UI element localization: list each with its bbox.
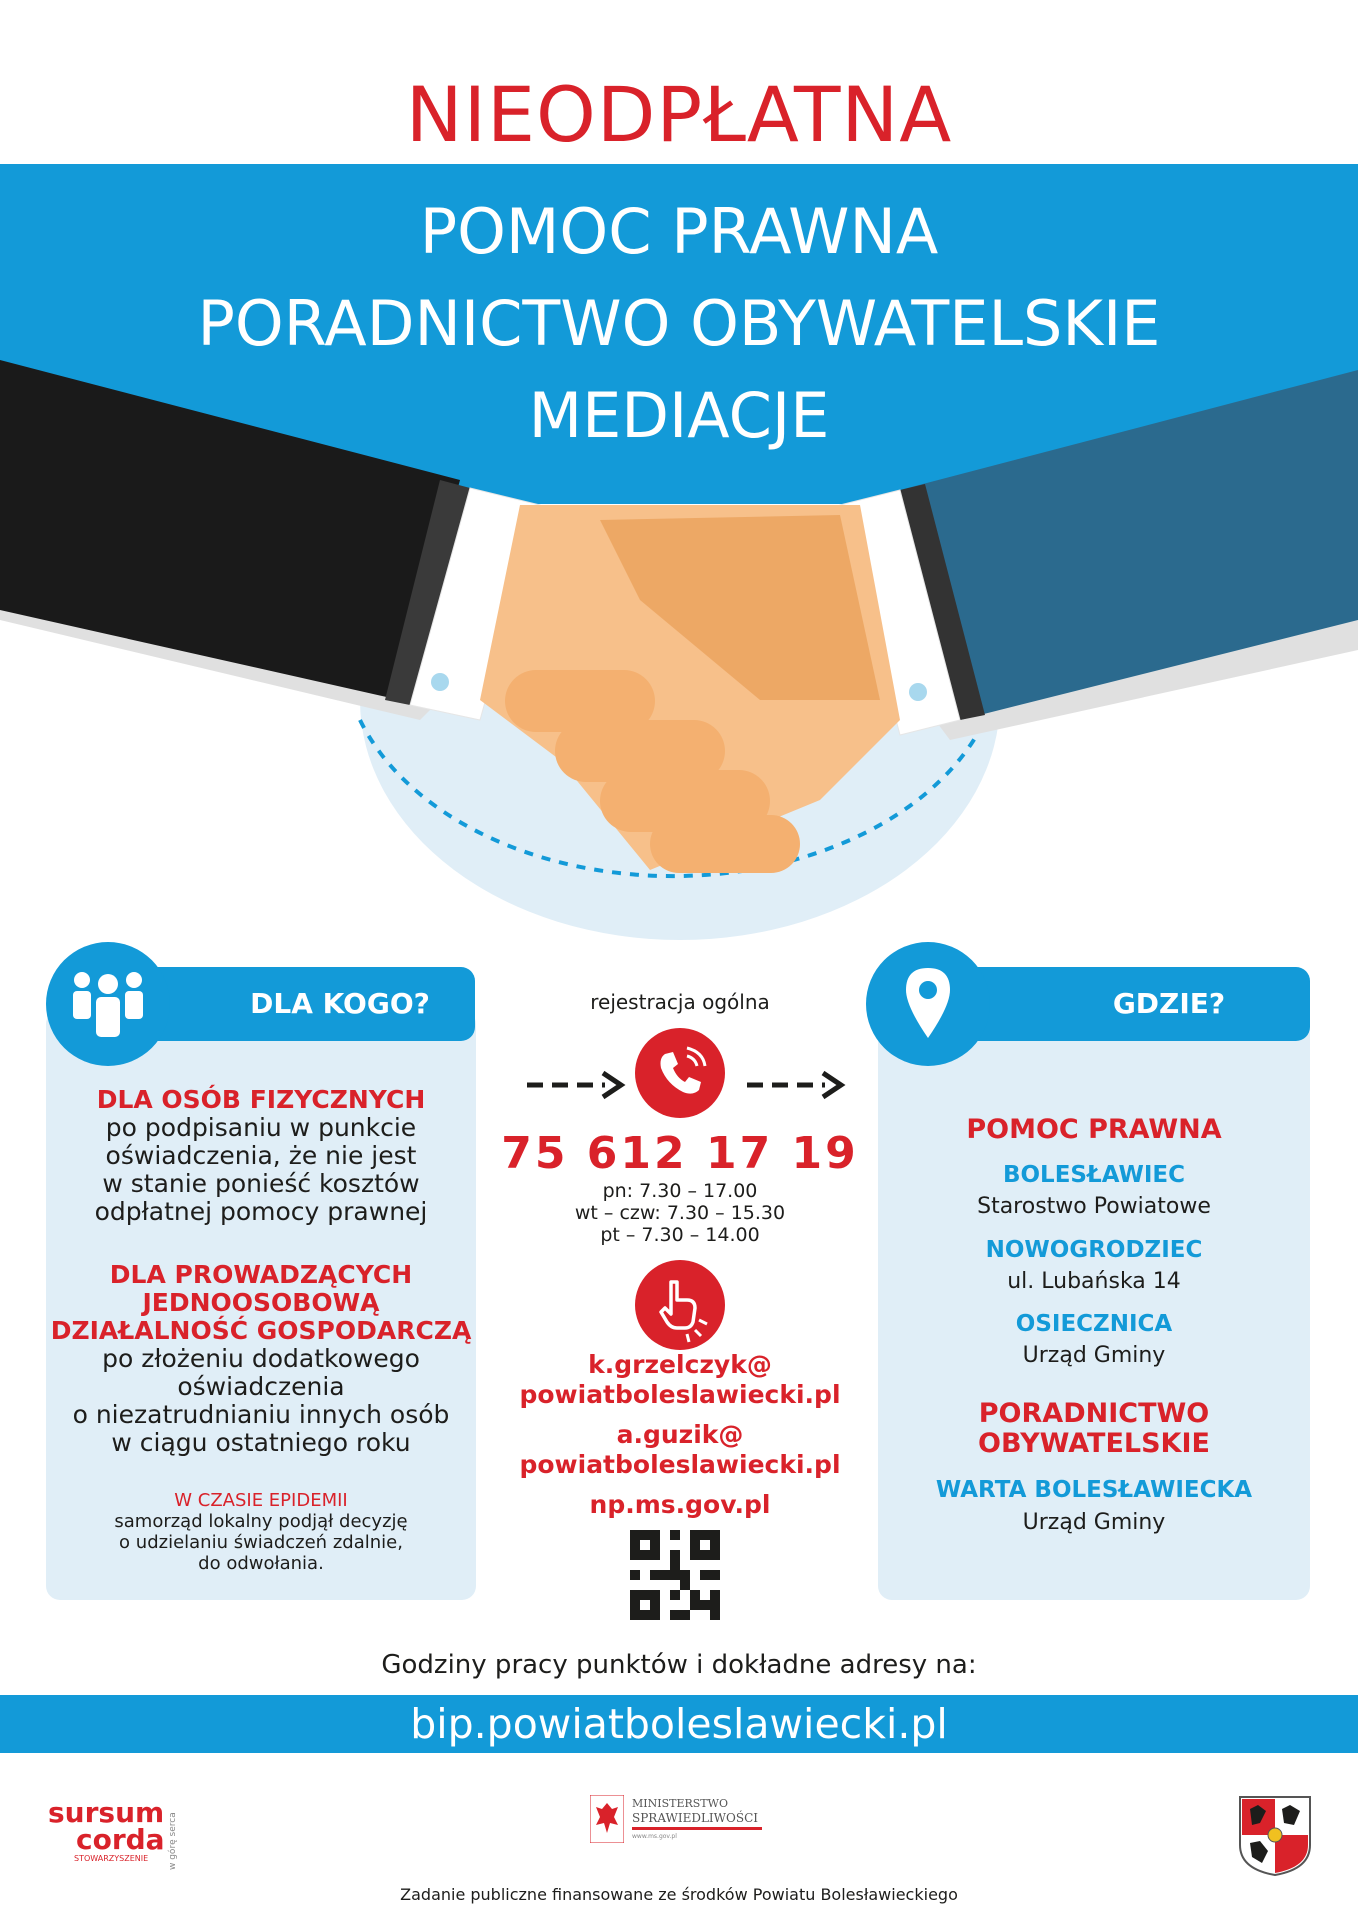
- hours-line-1: pn: 7.30 – 17.00: [602, 1180, 758, 1202]
- group2-heading-3: DZIAŁALNOŚĆ GOSPODARCZĄ: [50, 1316, 472, 1345]
- group2-line-4: w ciągu ostatniego roku: [111, 1428, 411, 1457]
- sponsor-note: Zadanie publiczne finansowane ze środków Powiatu Bolesławieckiego: [400, 1885, 958, 1904]
- group1-heading: DLA OSÓB FIZYCZNYCH: [96, 1085, 426, 1114]
- footer-url-link[interactable]: bip.powiatboleslawiecki.pl: [410, 1700, 948, 1748]
- group2-heading-1: DLA PROWADZĄCYCH: [109, 1260, 413, 1289]
- sursum-logo-line2: corda: [76, 1823, 165, 1856]
- email2-line-2[interactable]: powiatboleslawiecki.pl: [519, 1450, 841, 1479]
- ministry-logo-line2: SPRAWIEDLIWOŚCI: [632, 1811, 758, 1825]
- civic-heading-2: OBYWATELSKIE: [978, 1428, 1210, 1459]
- civic-location-place: Urząd Gminy: [1022, 1510, 1166, 1535]
- handshake-illustration: [0, 350, 1358, 960]
- main-title: NIEODPŁATNA: [405, 70, 953, 159]
- epidemic-line-2: o udzielaniu świadczeń zdalnie,: [119, 1532, 403, 1553]
- left-sleeve: [0, 360, 460, 700]
- group2-line-2: oświadczenia: [177, 1372, 345, 1401]
- epidemic-line-3: do odwołania.: [198, 1553, 324, 1574]
- who-pill: DLA KOGO?: [135, 967, 475, 1041]
- sursum-logo-sub: STOWARZYSZENIE: [74, 1854, 149, 1863]
- location-pin-icon: [866, 942, 990, 1066]
- eagle-icon: [590, 1795, 624, 1843]
- location-1-city: BOLESŁAWIEC: [1002, 1162, 1186, 1188]
- click-icon: [635, 1260, 725, 1350]
- location-2-city: NOWOGRODZIEC: [985, 1237, 1203, 1263]
- sursum-corda-logo: [48, 1796, 168, 1863]
- location-2-place: ul. Lubańska 14: [1007, 1269, 1181, 1294]
- arrow-right-icon: [745, 1070, 855, 1100]
- group1-line-4: odpłatnej pomocy prawnej: [94, 1197, 428, 1226]
- banner-line-civic-advice: PORADNICTWO OBYWATELSKIE: [197, 287, 1161, 360]
- ministry-logo-url: www.ms.gov.pl: [632, 1833, 677, 1840]
- hours-note: Godziny pracy punktów i dokładne adresy na:: [381, 1650, 977, 1680]
- phone-icon: [635, 1028, 725, 1118]
- ministry-logo-rule: [632, 1827, 762, 1830]
- group1-line-3: w stanie ponieść kosztów: [102, 1169, 420, 1198]
- ministry-logo-line1: MINISTERSTWO: [632, 1797, 728, 1810]
- hours-line-3: pt – 7.30 – 14.00: [600, 1224, 760, 1246]
- legal-aid-heading: POMOC PRAWNA: [966, 1114, 1222, 1145]
- location-3-place: Urząd Gminy: [1022, 1343, 1166, 1368]
- group2-line-3: o niezatrudnianiu innych osób: [72, 1400, 450, 1429]
- where-pill: GDZIE?: [878, 967, 1310, 1041]
- epidemic-line-1: samorząd lokalny podjął decyzję: [114, 1511, 408, 1532]
- people-icon: [46, 942, 170, 1066]
- epidemic-heading: W CZASIE EPIDEMII: [174, 1490, 348, 1511]
- email1-line-2[interactable]: powiatboleslawiecki.pl: [519, 1380, 841, 1409]
- civic-location-city: WARTA BOLESŁAWIECKA: [935, 1477, 1253, 1503]
- email2-line-1[interactable]: a.guzik@: [616, 1420, 744, 1449]
- registration-label: rejestracja ogólna: [590, 990, 770, 1014]
- banner-line-mediation: MEDIACJE: [528, 379, 830, 452]
- website-link[interactable]: np.ms.gov.pl: [589, 1490, 771, 1519]
- coat-of-arms-icon: [1238, 1795, 1312, 1877]
- ministry-logo: [590, 1795, 790, 1855]
- civic-heading-1: PORADNICTWO: [978, 1398, 1210, 1429]
- banner-line-legal-aid: POMOC PRAWNA: [419, 195, 939, 268]
- sursum-logo-side: w górę serca: [168, 1812, 178, 1870]
- arrow-left-icon: [525, 1070, 635, 1100]
- group2-line-1: po złożeniu dodatkowego: [102, 1344, 420, 1373]
- group1-line-1: po podpisaniu w punkcie: [105, 1113, 417, 1142]
- footer-url-bar: [0, 1695, 1358, 1753]
- email1-line-1[interactable]: k.grzelczyk@: [588, 1350, 772, 1379]
- group2-heading-2: JEDNOOSOBOWĄ: [142, 1288, 380, 1317]
- sursum-logo-line1: sursum: [48, 1796, 165, 1829]
- phone-number[interactable]: 75 612 17 19: [501, 1128, 859, 1179]
- hours-line-2: wt – czw: 7.30 – 15.30: [574, 1202, 786, 1224]
- qr-code-icon[interactable]: [630, 1530, 720, 1620]
- location-3-city: OSIECZNICA: [1015, 1311, 1173, 1337]
- location-1-place: Starostwo Powiatowe: [977, 1194, 1211, 1219]
- group1-line-2: oświadczenia, że nie jest: [105, 1141, 417, 1170]
